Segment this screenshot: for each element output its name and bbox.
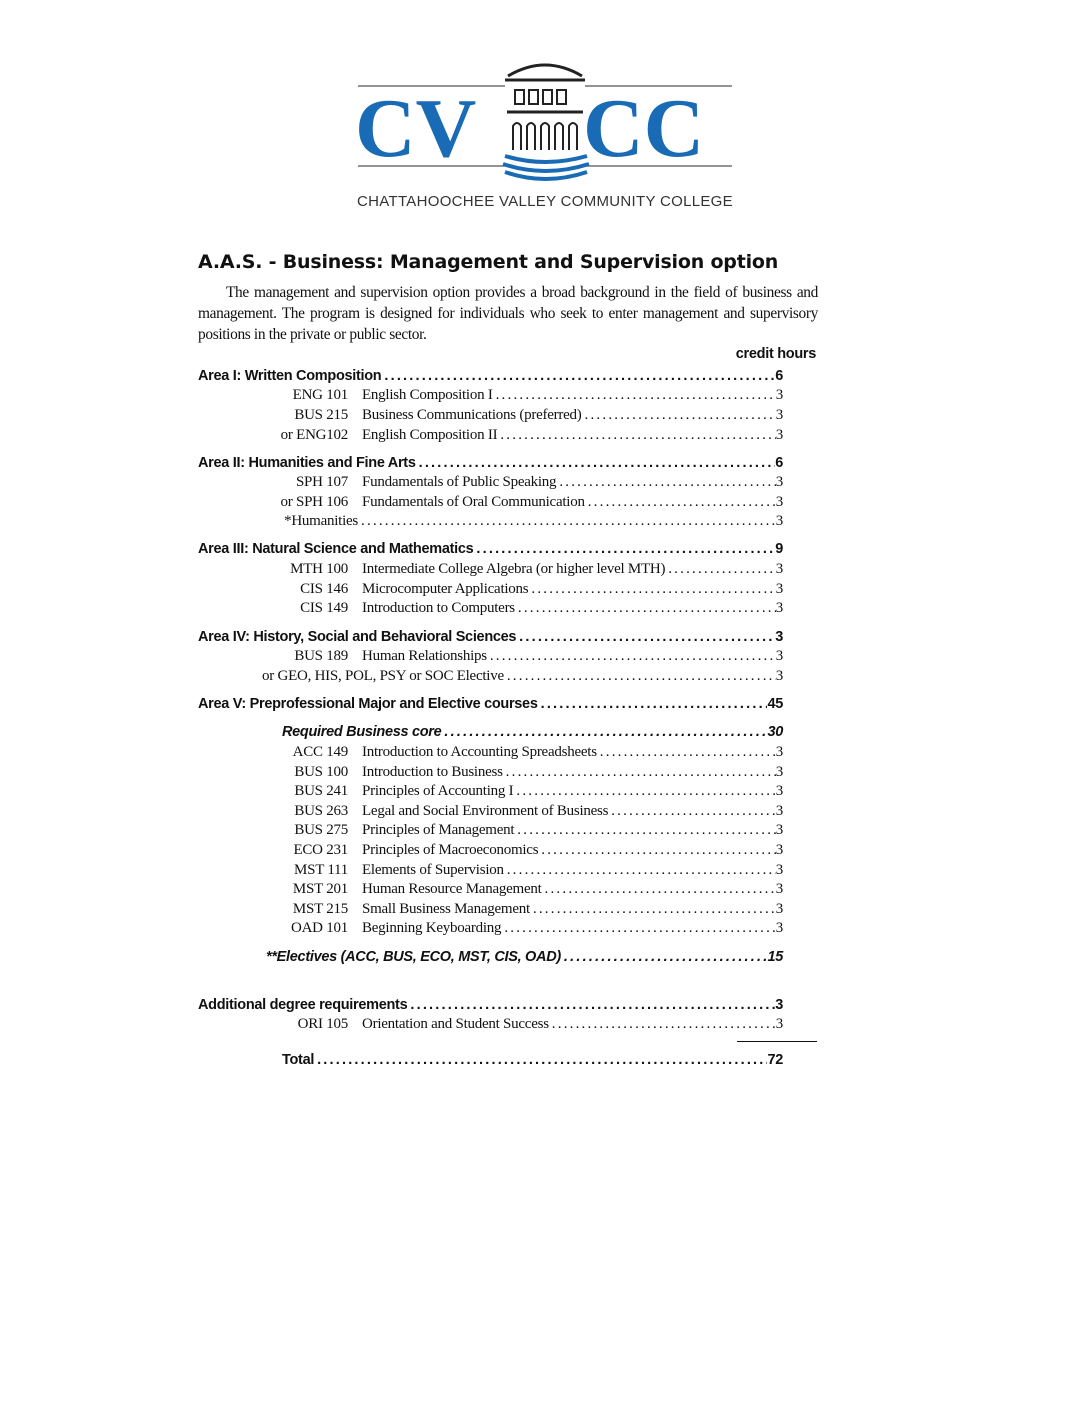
course-hours: 3 <box>775 881 783 897</box>
course-code: ACC 149 <box>292 744 348 760</box>
core-hours: 30 <box>767 724 783 740</box>
course-name: Small Business Management <box>362 901 530 917</box>
course-name: Introduction to Accounting Spreadsheets <box>362 744 597 760</box>
area-heading <box>198 694 783 714</box>
course-code: BUS 189 <box>294 648 348 664</box>
course-row <box>262 579 783 599</box>
area-hours: 6 <box>775 368 783 384</box>
logo-letters-cv: CV <box>355 82 477 175</box>
course-hours: 3 <box>775 764 783 780</box>
course-hours: 3 <box>775 803 783 819</box>
credit-hours-header: credit hours <box>735 346 816 362</box>
course-hours: 3 <box>775 387 783 403</box>
course-code: OAD 101 <box>291 920 348 936</box>
course-row <box>262 762 783 782</box>
course-hours: 3 <box>775 407 783 423</box>
course-row <box>262 1014 783 1034</box>
course-row <box>262 425 783 445</box>
total-hours: 72 <box>767 1052 783 1068</box>
core-heading <box>282 722 783 742</box>
course-name: Introduction to Computers <box>362 600 515 616</box>
course-name: Beginning Keyboarding <box>362 920 502 936</box>
total-row <box>282 1050 783 1070</box>
course-row <box>262 879 783 899</box>
elective-row <box>262 666 783 686</box>
elective-label: or GEO, HIS, POL, PSY or SOC Elective <box>262 668 504 684</box>
electives-heading <box>266 947 783 967</box>
course-name: Introduction to Business <box>362 764 503 780</box>
course-code: MST 215 <box>292 901 348 917</box>
college-name: CHATTAHOOCHEE VALLEY COMMUNITY COLLEGE <box>357 193 733 210</box>
course-name: English Composition I <box>362 387 493 403</box>
course-row <box>262 598 783 618</box>
course-name: Business Communications (preferred) <box>362 407 582 423</box>
course-row <box>262 918 783 938</box>
course-row <box>262 385 783 405</box>
course-name: Elements of Supervision <box>362 862 504 878</box>
course-hours: 3 <box>775 862 783 878</box>
area-label: Area II: Humanities and Fine Arts <box>198 455 416 471</box>
course-row <box>262 405 783 425</box>
page-title: A.A.S. - Business: Management and Supervision option <box>198 251 779 273</box>
course-name: Fundamentals of Oral Communication <box>362 494 585 510</box>
area-hours: 45 <box>767 696 783 712</box>
course-code: MTH 100 <box>290 561 348 577</box>
course-code: or ENG102 <box>280 427 348 443</box>
course-code: BUS 215 <box>294 407 348 423</box>
course-name: Principles of Management <box>362 822 515 838</box>
rotunda-icon <box>505 65 585 150</box>
course-code: BUS 100 <box>294 764 348 780</box>
humanities-label: *Humanities <box>284 513 358 529</box>
course-hours: 3 <box>775 600 783 616</box>
program-description: The management and supervision option provides a broad background in the field of business and management. The program is designed for individuals who seek to enter management and supervisory positions in the private or public sector. <box>198 284 818 343</box>
course-name: Legal and Social Environment of Business <box>362 803 609 819</box>
area-heading <box>198 539 783 559</box>
electives-label: **Electives (ACC, BUS, ECO, MST, CIS, OAD) <box>266 949 561 965</box>
elective-hours: 3 <box>775 668 783 684</box>
course-code: MST 111 <box>294 862 348 878</box>
area-label: Area IV: History, Social and Behavioral Sciences <box>198 629 517 645</box>
course-name: Intermediate College Algebra (or higher level MTH) <box>362 561 666 577</box>
course-name: Human Relationships <box>362 648 487 664</box>
course-row <box>262 559 783 579</box>
total-divider <box>737 1041 817 1042</box>
area-label: Area V: Preprofessional Major and Elective courses <box>198 696 538 712</box>
course-hours: 3 <box>775 920 783 936</box>
course-name: Fundamentals of Public Speaking <box>362 474 557 490</box>
course-code: BUS 241 <box>294 783 348 799</box>
total-label: Total <box>282 1052 315 1068</box>
course-hours: 3 <box>775 474 783 490</box>
course-code: ECO 231 <box>293 842 348 858</box>
area-hours: 3 <box>775 997 783 1013</box>
course-row <box>262 472 783 492</box>
area-hours: 3 <box>775 629 783 645</box>
course-hours: 3 <box>775 494 783 510</box>
course-code: or SPH 106 <box>280 494 348 510</box>
course-hours: 3 <box>775 744 783 760</box>
course-code: BUS 263 <box>294 803 348 819</box>
course-hours: 3 <box>775 648 783 664</box>
course-code: ENG 101 <box>292 387 348 403</box>
area-hours: 9 <box>775 541 783 557</box>
course-row <box>262 860 783 880</box>
course-row <box>262 899 783 919</box>
course-row <box>262 781 783 801</box>
humanities-row <box>262 511 783 531</box>
course-code: BUS 275 <box>294 822 348 838</box>
area-label: Area III: Natural Science and Mathematics <box>198 541 474 557</box>
area-heading <box>198 627 783 647</box>
course-row <box>262 742 783 762</box>
logo-letters-cc: CC <box>583 82 705 175</box>
course-hours: 3 <box>775 1016 783 1032</box>
course-code: CIS 146 <box>300 581 348 597</box>
course-hours: 3 <box>775 581 783 597</box>
course-name: English Composition II <box>362 427 498 443</box>
course-name: Human Resource Management <box>362 881 542 897</box>
course-row <box>262 646 783 666</box>
course-code: CIS 149 <box>300 600 348 616</box>
course-row <box>262 820 783 840</box>
course-row <box>262 801 783 821</box>
area-label: Additional degree requirements <box>198 997 408 1013</box>
area-label: Area I: Written Composition <box>198 368 382 384</box>
course-hours: 3 <box>775 783 783 799</box>
area-heading <box>198 453 783 473</box>
course-name: Orientation and Student Success <box>362 1016 549 1032</box>
course-hours: 3 <box>775 561 783 577</box>
course-name: Principles of Accounting I <box>362 783 514 799</box>
electives-hours: 15 <box>767 949 783 965</box>
course-row <box>262 840 783 860</box>
area-hours: 6 <box>775 455 783 471</box>
course-hours: 3 <box>775 822 783 838</box>
area-heading <box>198 366 783 386</box>
course-hours: 3 <box>775 842 783 858</box>
course-hours: 3 <box>775 427 783 443</box>
course-name: Microcomputer Applications <box>362 581 529 597</box>
course-row <box>262 492 783 512</box>
course-code: MST 201 <box>292 881 348 897</box>
course-code: ORI 105 <box>297 1016 348 1032</box>
core-label: Required Business core <box>282 724 442 740</box>
course-code: SPH 107 <box>295 474 348 490</box>
humanities-hours: 3 <box>775 513 783 529</box>
course-name: Principles of Macroeconomics <box>362 842 539 858</box>
course-hours: 3 <box>775 901 783 917</box>
area-heading <box>198 995 783 1015</box>
